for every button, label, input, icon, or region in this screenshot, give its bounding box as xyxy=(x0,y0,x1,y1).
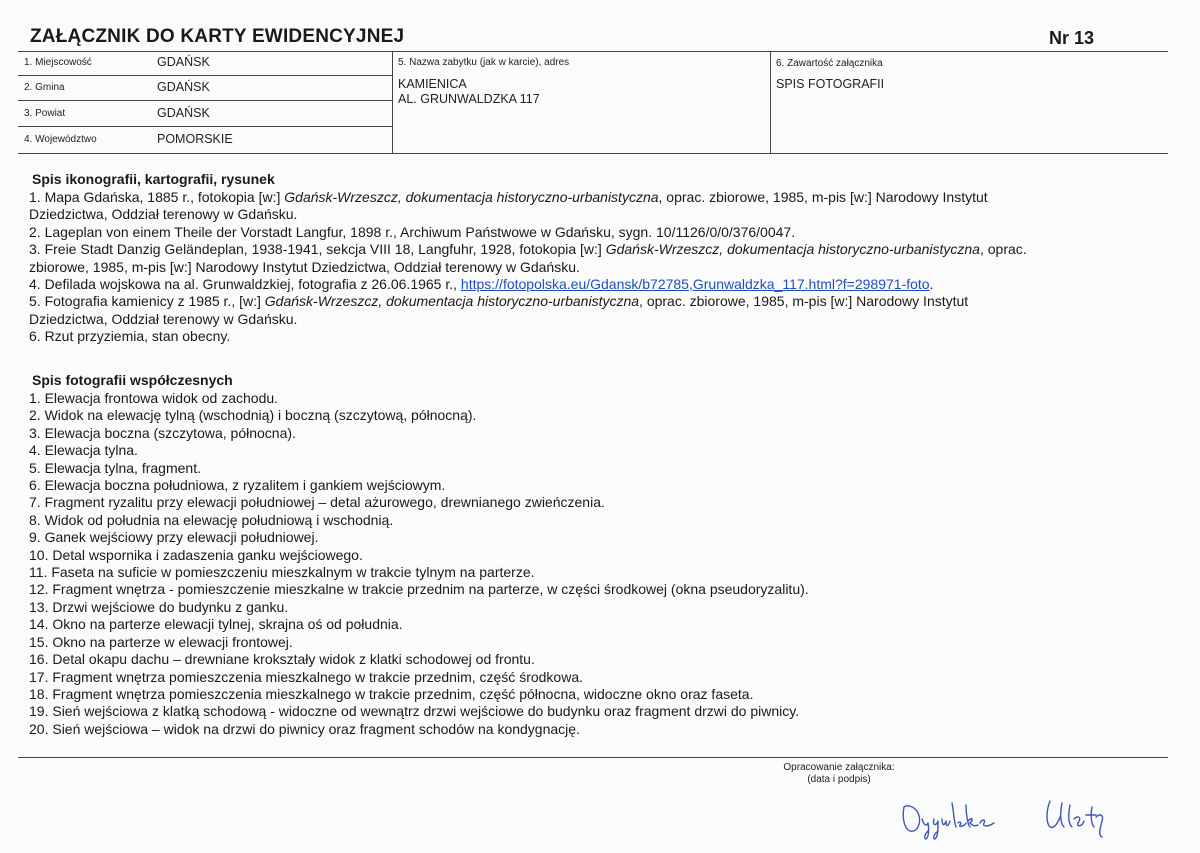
list-item: 3. Freie Stadt Danzig Geländeplan, 1938-1941, sekcja VIII 18, Langfuhr, 1928, fotokopia [w:] Gdańsk-Wrzeszcz, dokumentacja historyczno-urbanistyczna, oprac. xyxy=(29,241,1027,258)
rule-col2 xyxy=(770,51,771,153)
fotopolska-link[interactable]: https://fotopolska.eu/Gdansk/b72785,Grunwaldzka_117.html?f=298971-foto xyxy=(460,276,930,293)
list-item: 5. Fotografia kamienicy z 1985 r., [w:] Gdańsk-Wrzeszcz, dokumentacja historyczno-urbanistyczna, oprac. zbiorowe, 1985, m-pis [w:] Narodowy Instytut xyxy=(29,293,969,310)
list-item: 14. Okno na parterze elewacji tylnej, skrajna oś od południa. xyxy=(29,616,403,633)
list-item: 5. Elewacja tylna, fragment. xyxy=(29,459,201,476)
list-item: 19. Sień wejściowa z klatką schodową - widoczne od wewnątrz drzwi wejściowe do budynku oraz fragment drzwi do piwnicy. xyxy=(29,703,800,720)
miejscowosc-label: 1. Miejscowość xyxy=(24,57,92,68)
list-item: 16. Detal okapu dachu – drewniane krokształy widok z klatki schodowej od frontu. xyxy=(29,651,535,668)
rule-col1 xyxy=(392,51,393,153)
list-item: 2. Lageplan von einem Theile der Vorstadt Langfur, 1898 r., Archiwum Państwowe w Gdańsku, sygn. 10/1126/0/0/376/0047. xyxy=(29,223,796,240)
gmina-value: GDAŃSK xyxy=(157,80,210,94)
list-item: 6. Elewacja boczna południowa, z ryzalitem i gankiem wejściowym. xyxy=(29,477,446,494)
list-item: 3. Elewacja boczna (szczytowa, północna). xyxy=(29,424,296,441)
powiat-value: GDAŃSK xyxy=(157,106,210,120)
list-item: 4. Defilada wojskowa na al. Grunwaldzkiej, fotografia z 26.06.1965 r., https://fotopolska.eu/Gdansk/b72785,Grunwaldzka_117.html?f=298971-foto. xyxy=(29,276,934,293)
zawartosc-value: SPIS FOTOGRAFII xyxy=(776,77,885,91)
list-item: 11. Faseta na suficie w pomieszczeniu mieszkalnym w trakcie tylnym na parterze. xyxy=(29,564,535,581)
list-item: 8. Widok od południa na elewację południową i wschodnią. xyxy=(29,511,394,528)
prepared-by-line1: Opracowanie załącznika: xyxy=(783,762,895,773)
handwritten-signature xyxy=(898,793,1128,843)
list-item: 20. Sień wejściowa – widok na drzwi do piwnicy oraz fragment schodów na kondygnację. xyxy=(29,720,580,737)
wojewodztwo-label: 4. Województwo xyxy=(24,134,97,145)
list-item: 15. Okno na parterze w elewacji frontowej. xyxy=(29,633,293,650)
rule-row3 xyxy=(18,126,392,127)
gmina-label: 2. Gmina xyxy=(24,82,65,93)
powiat-label: 3. Powiat xyxy=(24,108,66,119)
list-item: Dziedzictwa, Oddział terenowy w Gdańsku. xyxy=(29,310,298,327)
list-item: 4. Elewacja tylna. xyxy=(29,442,138,459)
wojewodztwo-value: POMORSKIE xyxy=(157,132,233,146)
list-item: Dziedzictwa, Oddział terenowy w Gdańsku. xyxy=(29,206,298,223)
rule-table-bottom xyxy=(18,153,1168,154)
rule-top xyxy=(18,51,1168,52)
list-item: 9. Ganek wejściowy przy elewacji południowej. xyxy=(29,529,319,546)
list-item: 6. Rzut przyziemia, stan obecny. xyxy=(29,328,231,345)
list-item: 13. Drzwi wejściowe do budynku z ganku. xyxy=(29,598,289,615)
iconography-list xyxy=(29,189,1179,346)
miejscowosc-value: GDAŃSK xyxy=(157,55,210,69)
list-item: 1. Mapa Gdańska, 1885 r., fotokopia [w:] Gdańsk-Wrzeszcz, dokumentacja historyczno-urbanistyczna, oprac. zbiorowe, 1985, m-pis [w:] Narodowy Instytut xyxy=(29,189,988,205)
list-item: 7. Fragment ryzalitu przy elewacji południowej – detal ażurowego, drewnianego zwieńczenia. xyxy=(29,494,605,511)
nazwa-label: 5. Nazwa zabytku (jak w karcie), adres xyxy=(398,57,570,68)
document-header xyxy=(18,26,1168,50)
prepared-by-caption xyxy=(744,762,934,786)
list-item: 2. Widok na elewację tylną (wschodnią) i boczną (szczytową, północną). xyxy=(29,407,477,424)
nazwa-line1: KAMIENICA xyxy=(398,77,467,91)
list-item: 12. Fragment wnętrza - pomieszczenie mieszkalne w trakcie przednim na parterze, w części środkowej (okna pseudoryzalitu). xyxy=(29,581,809,598)
rule-row2 xyxy=(18,100,392,101)
document-number: Nr 13 xyxy=(1048,28,1094,48)
rule-row1 xyxy=(18,75,392,76)
nazwa-line2: AL. GRUNWALDZKA 117 xyxy=(398,92,540,106)
list-item: 18. Fragment wnętrza pomieszczenia mieszkalnego w trakcie przednim, część północna, widoczne okno oraz faseta. xyxy=(29,685,754,702)
list-item: 1. Elewacja frontowa widok od zachodu. xyxy=(29,390,279,406)
prepared-by-line2: (data i podpis) xyxy=(807,774,871,785)
photos-list xyxy=(29,390,1179,738)
iconography-heading: Spis ikonografii, kartografii, rysunek xyxy=(32,171,275,187)
list-item: 10. Detal wspornika i zadaszenia ganku wejściowego. xyxy=(29,546,363,563)
document-title: ZAŁĄCZNIK DO KARTY EWIDENCYJNEJ xyxy=(30,26,405,47)
list-item: 17. Fragment wnętrza pomieszczenia mieszkalnego w trakcie przednim, część środkowa. xyxy=(29,668,584,685)
rule-bottom xyxy=(18,757,1168,758)
list-item: zbiorowe, 1985, m-pis [w:] Narodowy Instytut Dziedzictwa, Oddział terenowy w Gdańsku. xyxy=(29,258,580,275)
photos-heading: Spis fotografii współczesnych xyxy=(32,372,233,388)
zawartosc-label: 6. Zawartość załącznika xyxy=(776,58,883,69)
